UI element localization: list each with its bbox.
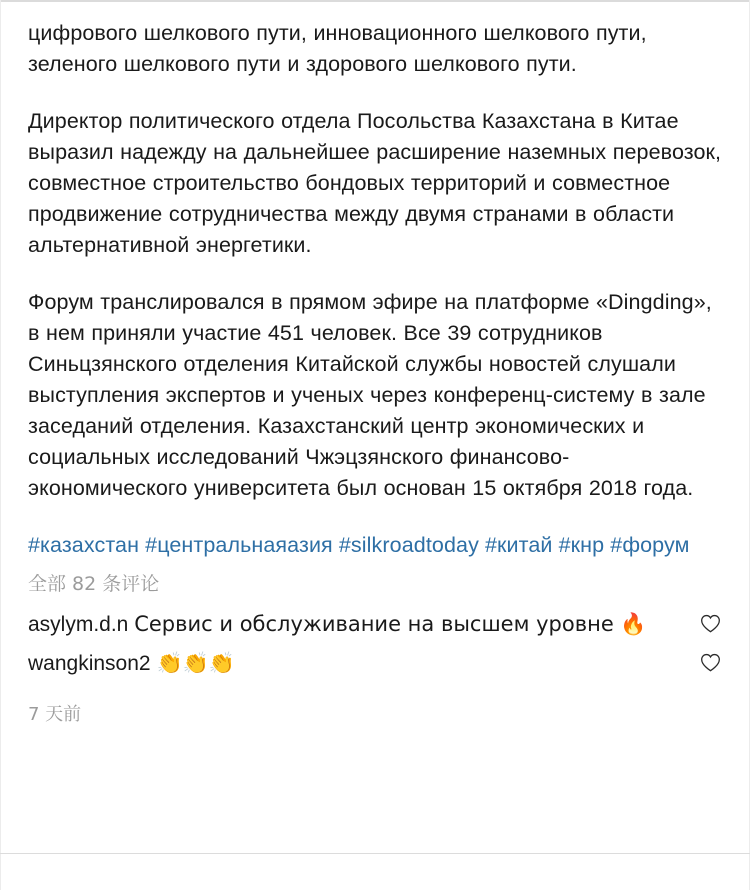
- comment-text-wrapper: [28, 610, 700, 639]
- comment-body: Сервис и обслуживание на высшем уровне 🔥: [134, 612, 647, 636]
- post-timestamp: 7 天前: [28, 704, 82, 725]
- view-all-comments-link[interactable]: 全部 82 条评论: [28, 573, 160, 595]
- comment-body: 👏👏👏: [156, 651, 235, 675]
- comment-username[interactable]: wangkinson2: [28, 652, 151, 675]
- post-paragraph-1: цифрового шелкового пути, инновационного шелкового пути, зеленого шелкового пути и здорового шелкового пути.: [28, 21, 647, 76]
- post-paragraph-3: Форум транслировался в прямом эфире на платформе «Dingding», в нем приняли участие 451 человек. Все 39 сотрудников Синьцзянского отделения Китайской службы новостей слушали выступления экспертов и ученых через конференц-систему в зале заседаний отделения. Казахстанский центр экономических и социальных исследований Чжэцзянского финансово-экономического университета был основан 15 октября 2018 года.: [28, 290, 712, 500]
- post-paragraph-2: Директор политического отдела Посольства Казахстана в Китае выразил надежду на дальнейшее расширение наземных перевозок, совместное строительство бондовых территорий и совместное продвижение сотрудничества между двумя странами в области альтернативной энергетики.: [28, 109, 722, 257]
- top-divider: [0, 0, 750, 2]
- comment-item: [28, 610, 722, 639]
- comment-username[interactable]: asylym.d.n: [28, 613, 129, 636]
- comment-text-wrapper: [28, 649, 700, 678]
- left-edge-line: [0, 0, 1, 890]
- comment-item: [28, 649, 722, 678]
- bottom-divider: [0, 853, 750, 854]
- heart-outline-icon[interactable]: [700, 614, 722, 633]
- hashtag-list[interactable]: #казахстан #центральнаяазия #silkroadtoday #китай #кнр #форум: [28, 533, 690, 557]
- heart-outline-icon[interactable]: [700, 653, 722, 672]
